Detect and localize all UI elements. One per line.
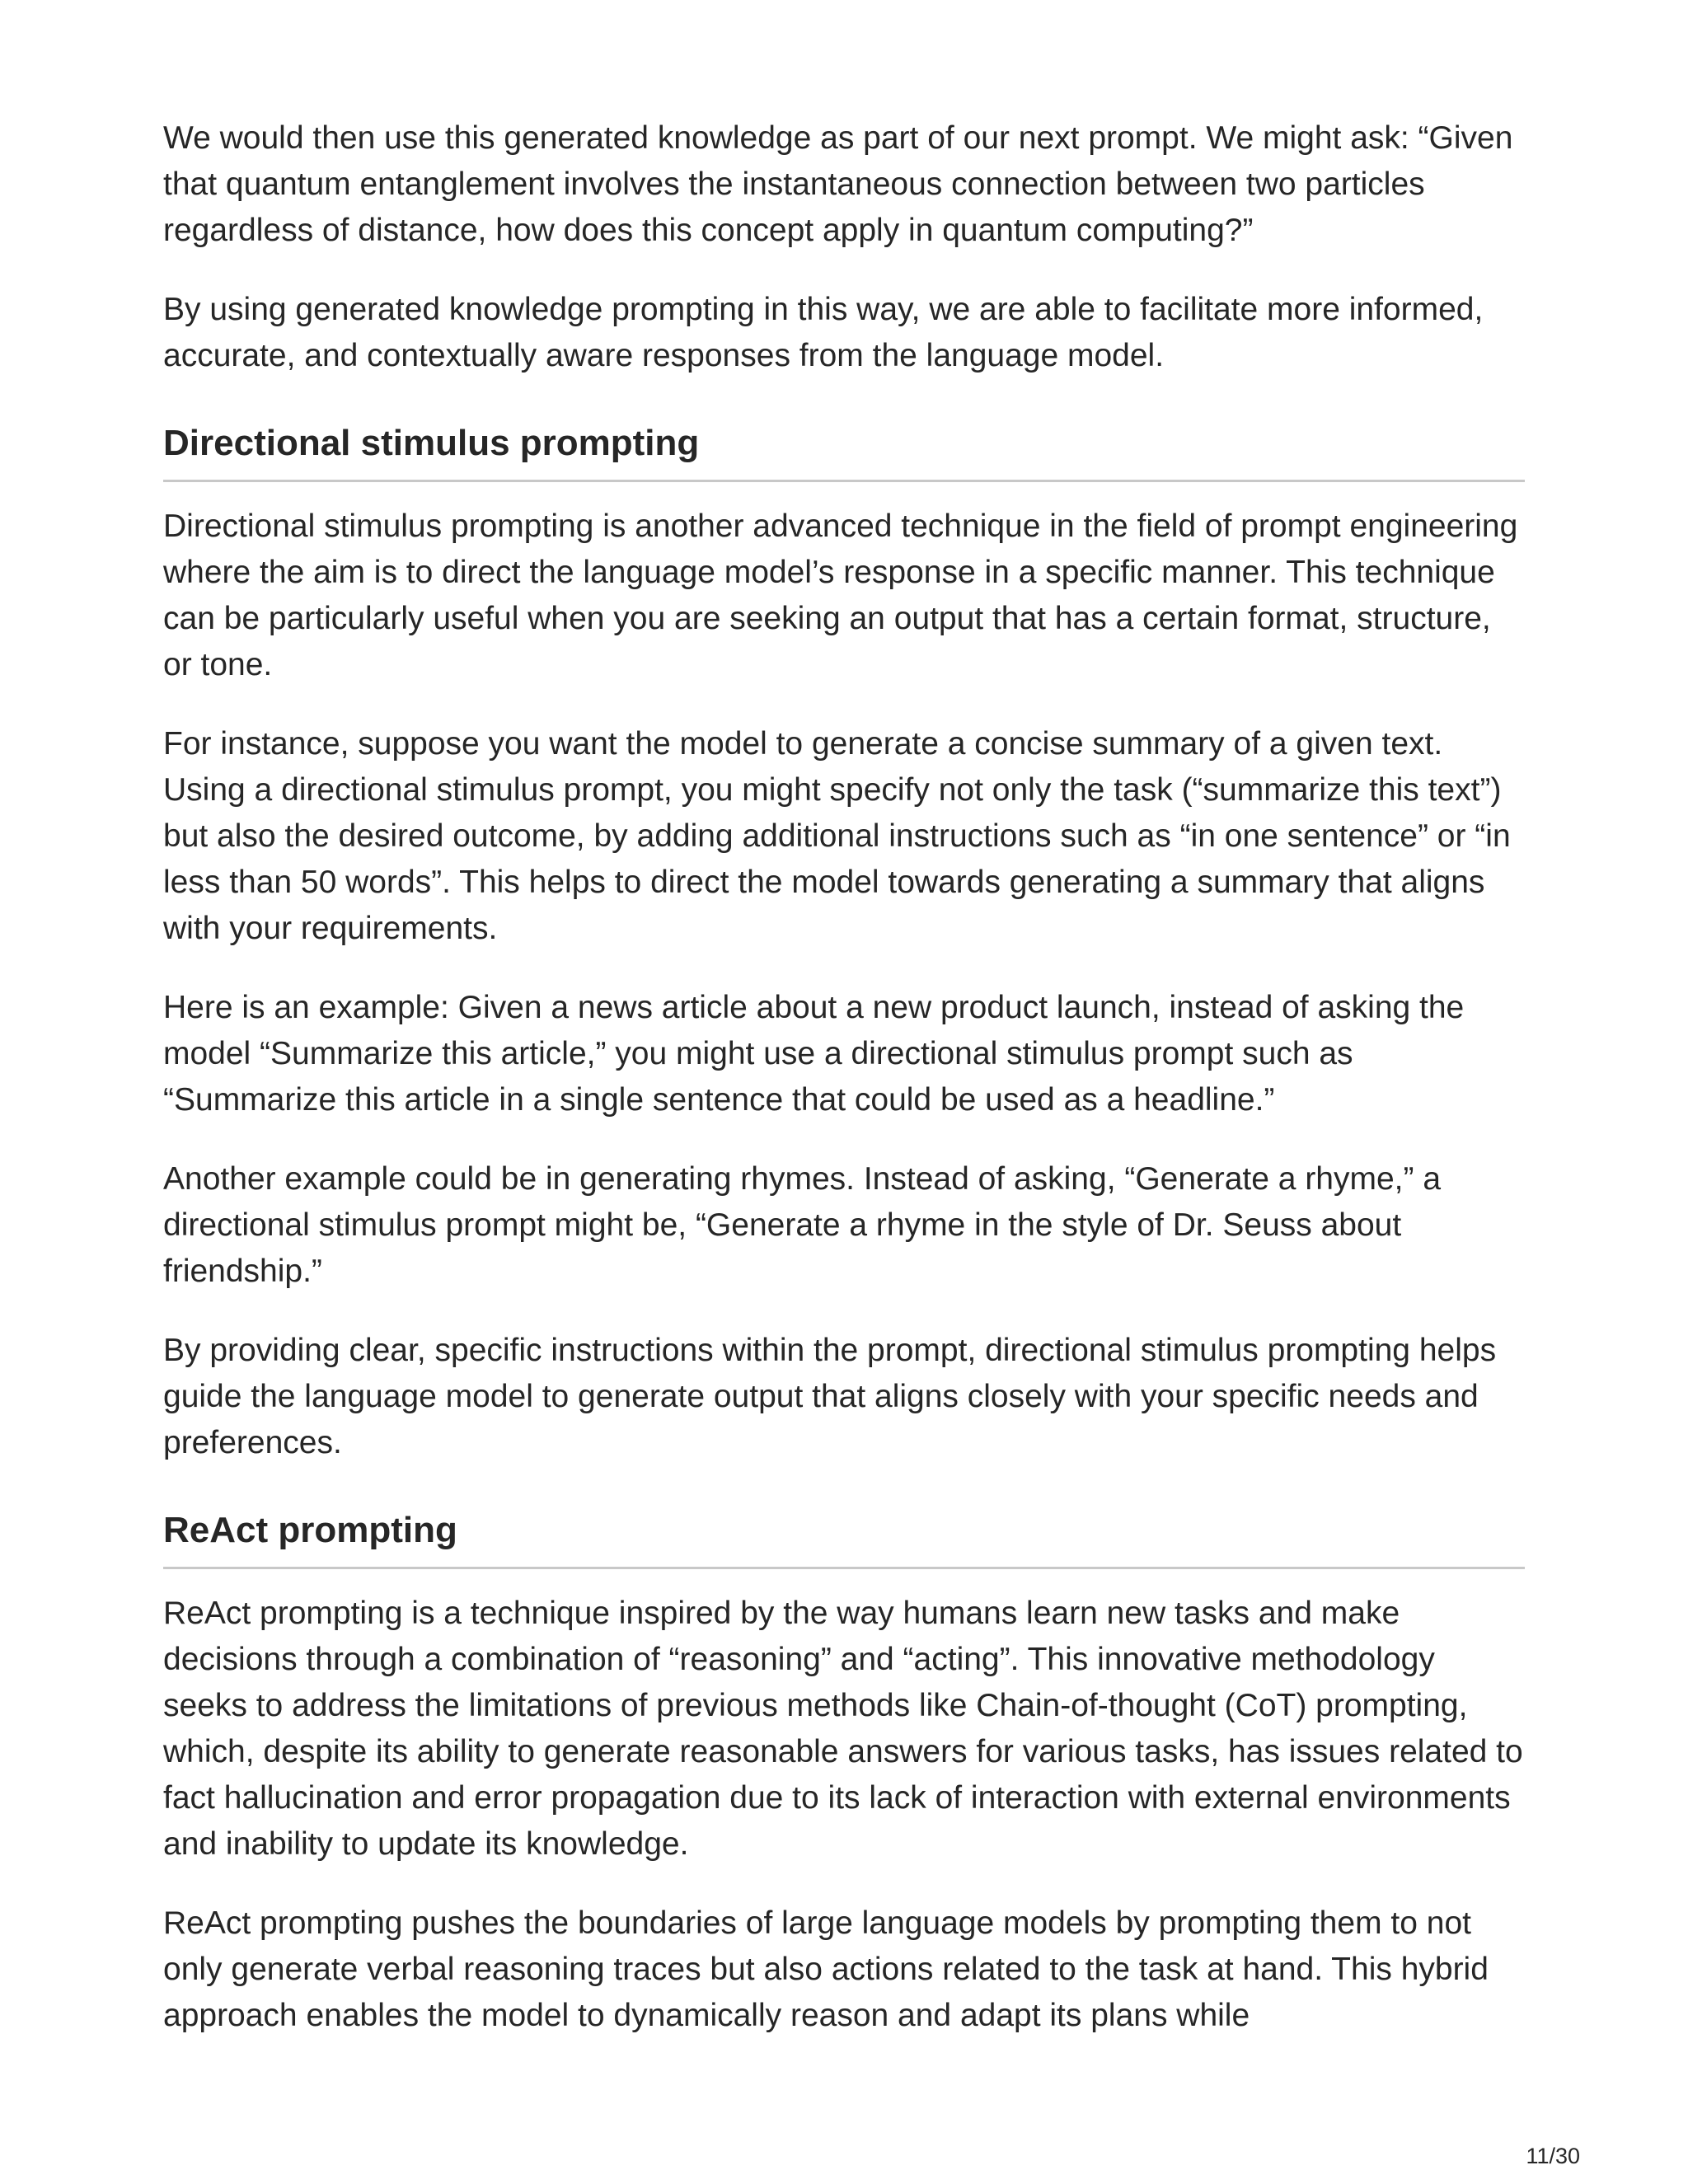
- directional-paragraph-1: Directional stimulus prompting is another advanced technique in the field of prompt engineering where the aim is to direct the language model’s response in a specific manner. This technique can be particularly useful when you are seeking an output that has a certain format, structure, or tone.: [163, 509, 1518, 682]
- directional-paragraph-2: For instance, suppose you want the model to generate a concise summary of a given text. Using a directional stimulus prompt, you might specify not only the task (“summarize this text”) but also the desired outcome, by adding additional instructions such as “in one sentence” or “in less than 50 words”. This helps to direct the model towards generating a summary that aligns with your requirements.: [163, 726, 1511, 946]
- intro-paragraph-2: By using generated knowledge prompting in this way, we are able to facilitate more informed, accurate, and contextually aware responses from the language model.: [163, 292, 1484, 373]
- react-paragraph-2: ReAct prompting pushes the boundaries of large language models by prompting them to not only generate verbal reasoning traces but also actions related to the task at hand. This hybrid approach enables the model to dynamically reason and adapt its plans while: [163, 1905, 1489, 2033]
- directional-paragraph-3: Here is an example: Given a news article about a new product launch, instead of asking the model “Summarize this article,” you might use a directional stimulus prompt such as “Summarize this article in a single sentence that could be used as a headline.”: [163, 990, 1465, 1118]
- section-heading-directional-stimulus: Directional stimulus prompting: [163, 420, 1525, 482]
- directional-paragraph-4: Another example could be in generating rhymes. Instead of asking, “Generate a rhyme,” a directional stimulus prompt might be, “Generate a rhyme in the style of Dr. Seuss about friendship.”: [163, 1161, 1442, 1289]
- page-content: [163, 115, 1525, 2072]
- react-paragraph-1: ReAct prompting is a technique inspired by the way humans learn new tasks and make decisions through a combination of “reasoning” and “acting”. This innovative methodology seeks to address the limitations of previous methods like Chain-of-thought (CoT) prompting, which, despite its ability to generate reasonable answers for various tasks, has issues related to fact hallucination and error propagation due to its lack of interaction with external environments and inability to update its knowledge.: [163, 1596, 1523, 1862]
- page-number: 11/30: [1526, 2144, 1580, 2168]
- directional-paragraph-5: By providing clear, specific instructions within the prompt, directional stimulus prompting helps guide the language model to generate output that aligns closely with your specific needs and preferences.: [163, 1333, 1497, 1460]
- intro-paragraph-1: We would then use this generated knowledge as part of our next prompt. We might ask: “Given that quantum entanglement involves the instantaneous connection between two particles regardless of distance, how does this concept apply in quantum computing?”: [163, 120, 1513, 248]
- section-heading-react: ReAct prompting: [163, 1507, 1525, 1569]
